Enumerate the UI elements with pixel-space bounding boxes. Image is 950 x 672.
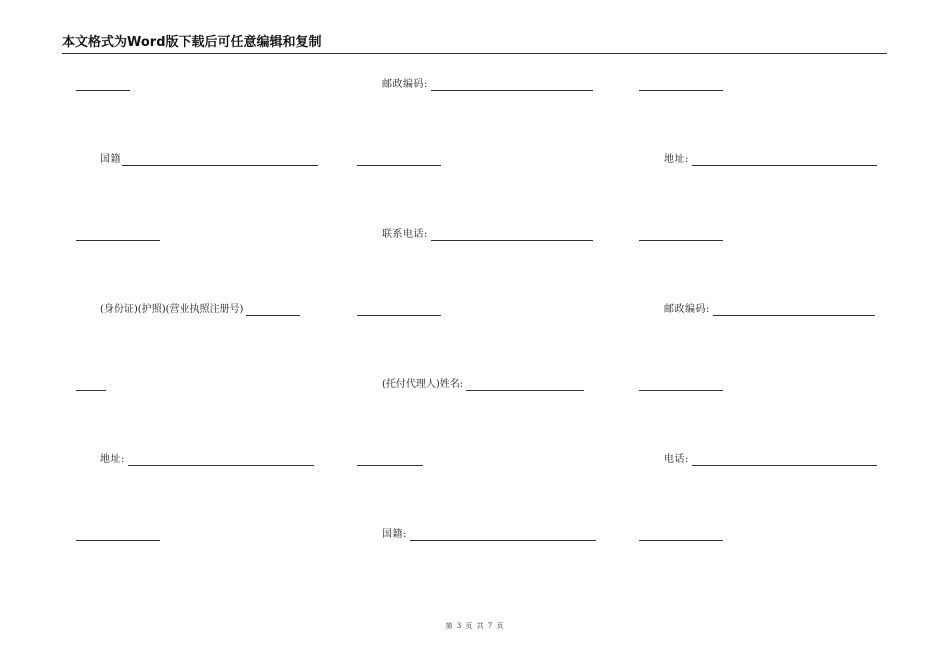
postal-code-label: 邮政编码: xyxy=(382,79,428,90)
blank-line[interactable] xyxy=(639,227,723,241)
document-header xyxy=(62,35,887,54)
nationality-underline xyxy=(122,164,318,166)
blank-line[interactable] xyxy=(76,377,106,391)
phone-label: 电话: xyxy=(664,454,689,465)
address-underline xyxy=(692,164,877,166)
nationality-field[interactable] xyxy=(382,527,596,541)
phone-field[interactable] xyxy=(664,452,877,466)
blank-line-underline xyxy=(357,464,423,466)
agent-name-label: (托付代理人)姓名: xyxy=(382,379,464,390)
form-row-3 xyxy=(0,227,950,241)
nationality-field[interactable] xyxy=(100,152,318,166)
blank-line[interactable] xyxy=(76,227,160,241)
id-number-underline xyxy=(246,314,300,316)
blank-line-underline xyxy=(639,389,723,391)
address-field[interactable] xyxy=(664,152,877,166)
phone-underline xyxy=(431,239,593,241)
blank-line-underline xyxy=(639,89,723,91)
address-field[interactable] xyxy=(100,452,314,466)
address-label: 地址: xyxy=(664,154,689,165)
blank-line-underline xyxy=(76,389,106,391)
blank-line[interactable] xyxy=(76,527,160,541)
header-title: 本文格式为Word版下载后可任意编辑和复制 xyxy=(62,35,322,50)
blank-line[interactable] xyxy=(357,452,423,466)
address-underline xyxy=(128,464,314,466)
postal-code-field[interactable] xyxy=(382,77,593,91)
blank-line-underline xyxy=(639,539,723,541)
phone-label: 联系电话: xyxy=(382,229,428,240)
form-row-1 xyxy=(0,77,950,91)
form-row-2 xyxy=(0,152,950,166)
blank-line[interactable] xyxy=(357,152,441,166)
blank-line-underline xyxy=(76,89,130,91)
form-row-4 xyxy=(0,302,950,316)
address-label: 地址: xyxy=(100,454,125,465)
nationality-label: 国籍 xyxy=(100,154,121,165)
blank-line-underline xyxy=(357,164,441,166)
nationality-underline xyxy=(410,539,596,541)
phone-field[interactable] xyxy=(382,227,593,241)
blank-line-underline xyxy=(639,239,723,241)
postal-code-field[interactable] xyxy=(664,302,875,316)
blank-line[interactable] xyxy=(639,527,723,541)
postal-code-underline xyxy=(431,89,593,91)
form-row-5 xyxy=(0,377,950,391)
page-number: 第 3 页 共 7 页 xyxy=(445,622,505,630)
form-row-7 xyxy=(0,527,950,541)
blank-line-underline xyxy=(357,314,441,316)
blank-line[interactable] xyxy=(639,377,723,391)
id-number-label: (身份证)(护照)(营业执照注册号) xyxy=(100,304,244,315)
postal-code-label: 邮政编码: xyxy=(664,304,710,315)
form-row-6 xyxy=(0,452,950,466)
postal-code-underline xyxy=(713,314,875,316)
agent-name-field[interactable] xyxy=(382,377,584,391)
blank-line[interactable] xyxy=(357,302,441,316)
blank-line[interactable] xyxy=(639,77,723,91)
nationality-label: 国籍: xyxy=(382,529,407,540)
agent-name-underline xyxy=(466,389,584,391)
phone-underline xyxy=(692,464,877,466)
blank-line-underline xyxy=(76,539,160,541)
id-number-field[interactable] xyxy=(100,302,300,316)
blank-line-underline xyxy=(76,239,160,241)
blank-line[interactable] xyxy=(76,77,130,91)
